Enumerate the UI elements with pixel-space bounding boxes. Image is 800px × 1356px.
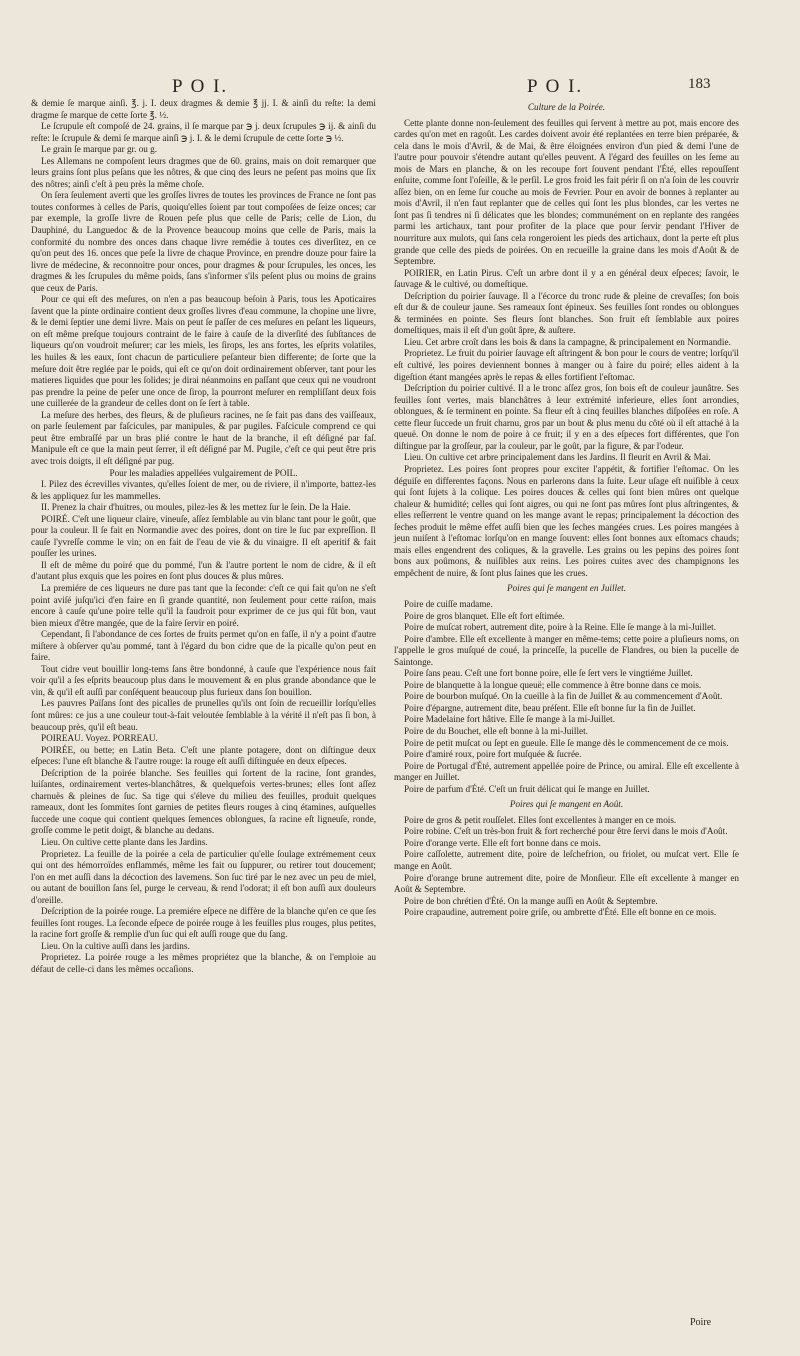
left-text-column: [31, 98, 376, 976]
paragraph: Poire de bourbon muſqué. On la cueille à la fin de Juillet & au commencement d'Août.: [404, 691, 723, 702]
paragraph: Poire crapaudine, autrement poire griſe, ou ambrette d'Été. Elle eſt bonne en ce mois.: [404, 907, 717, 918]
paragraph: Proprietez. La feuille de la poirée a cela de particulier qu'elle ſoulage extrémement ceux qui ont des hémorroïdes enflammés, même les fait ou ſuppurer, ou retirer tout doucement; l'on en met auſſi dans la décoction des lavemens. Son ſuc tiré par le nez avec un peu de miel, ou autant de bouillon ſans ſel, purge le cerveau, & rend l'odorat; il eſt bon auſſi aux douleurs d'oreille.: [31, 848, 376, 905]
paragraph: Poire de parfum d'Été. C'eſt un fruit délicat qui ſe mange en Juillet.: [404, 783, 650, 794]
paragraph: Le grain ſe marque par gr. ou g.: [41, 144, 158, 155]
subsection-heading: Pour les maladies appellées vulgairement de POIL.: [109, 467, 298, 478]
paragraph: II. Prenez la chair d'huitres, ou moules, pilez-les & les mettez ſur le ſein. De la Haie.: [41, 502, 351, 513]
paragraph: Poire de blanquette à la longue queuë; elle commence à être bonne dans ce mois.: [404, 679, 702, 690]
paragraph: Pour ce qui eſt des meſures, on n'en a pas beaucoup beſoin à Paris, tous les Apoticaires ſavent que la pinte ordinaire contient deux groſſes livres d'eau commune, la chopine une livre, & le demi ſeptier une demi livre. Mais on peut ſe paſſer de ces meſures en peſant les liqueurs, on eſt même preſque toujours contraint de le faire à cauſe de la diverſité des ſubſtances de liqueurs qu'on voudroit meſurer; car les miels, les ſirops, les ans fortes, les eſprits volatiles, les huiles & les eaux, ſont chacun de particuliere peſanteur bien differente; de ſorte que la meſure doit être reglée par le poids, qui eſt ce qu'on doit ordinairement obſerver, tant pour les matieres liquides que pour les ſolides; je dirai néanmoins en paſſant que ceux qui ne voudront pas prendre la peine de peſer une once de ſirop, la pourront meſurer en rempliſſant deux fois une cuillerée de la grandeur de celles dont on ſe ſert à table.: [31, 294, 376, 409]
page-number: 183: [688, 76, 711, 92]
paragraph: Poire ſans peau. C'eſt une fort bonne poire, elle ſe ſert vers le vingtiéme Juillet.: [404, 668, 693, 679]
paragraph: Poire de muſcat robert, autrement dite, poire à la Reine. Elle ſe mange à la mi-Juillet.: [404, 622, 717, 633]
paragraph: Lieu. On cultive cette plante dans les Jardins.: [41, 837, 208, 847]
paragraph: POIRÉE, ou bette; en Latin Beta. C'eſt une plante potagere, dont on diſtingue deux eſpeces: l'une eſt blanche & l'autre rouge: la rouge eſt auſſi diſtinguée en deux eſpeces.: [31, 744, 376, 767]
paragraph: Poire de gros & petit rouſſelet. Elles ſont excellentes à manger en ce mois.: [404, 814, 677, 825]
paragraph: Poire caſſolette, autrement dite, poire de leſchefrion, ou friolet, ou muſcat vert. Elle ſe mange en Août.: [394, 849, 739, 871]
paragraph: Il eſt de même du poiré que du pommé, l'un & l'autre portent le nom de cidre, & il eſt d'autant plus exquis que les poires en ſont plus douces & plus mûres.: [31, 559, 376, 582]
paragraph: On ſera ſeulement averti que les groſſes livres de toutes les provinces de France ne ſont pas toutes conformes à celles de Paris, quoiqu'elles ſoient par tout compoſées de ſeize onces; car par exemple, la groſſe livre de Rouen peſe plus que celle de Paris; celle de Lion, du Dauphiné, du Languedoc & de la Provence beaucoup moins que celle de Paris, mais la conformité du nombre des onces dans chaque livre remédie à toutes ces diverſitez, en ce qu'on peut des 16. onces que peſe la livre de chaque Province, en prendre douze pour faire la livre de médecine, & reconnoitre pour onces, pour dragmes & pour ſcrupules, les onces, les dragmes & les ſcrupules du même poids, ſans s'informer s'ils peſent plus ou moins de grains que ceux de Paris.: [31, 190, 376, 293]
paragraph: Proprietez. Les poires ſont propres pour exciter l'appétit, & fortifier l'eſtomac. On les déguiſe en differentes façons. Nous en parlerons dans la ſuite. Leur uſage eſt nuiſible à ceux qui ſont ſujets à la colique. Les poires douces & celles qui ſont bien mûres ont quelque chaleur & humidité; celles qui ſont aigres, ou qui ne ſont pas mûres ſont plus aſtringentes, & elles reſſerrent le ventre quand on les mange avant le repas; principalement la décoction des ſeches produit le même effet auſſi bien que les ſeches mangées crues. Les poires mangées à jeun nuiſent à l'eſtomac lorſqu'on en mange ſouvent: elles ſont bonnes aux eſtomacs chauds; mais elles engendrent des coliques, & la gravelle. Les grains ou les pepins des poires ſont bons aux poûmons, & nuiſibles aux reins. Les poires cuites avec des champignons les empêchent de nuire, & ſont plus ſaines que les crues.: [394, 463, 739, 578]
paragraph: POIRIER, en Latin Pirus. C'eſt un arbre dont il y a en général deux eſpeces; ſavoir, le ſauvage & le cultivé, ou domeſtique.: [394, 267, 739, 290]
catchword: Poire: [690, 1317, 712, 1328]
paragraph: Cependant, ſi l'abondance de ces ſortes de fruits permet qu'on en faſſe, il n'y a point d'autre miſtere à obſerver qu'au pommé, tant à l'égard du bon cidre que de la picalle qu'on peut en faire.: [31, 629, 376, 663]
right-running-title: P O I.: [527, 76, 584, 97]
paragraph: Poire de Portugal d'Été, autrement appellée poire de Prince, ou amiral. Elle eſt excellente à manger en Juillet.: [394, 760, 739, 783]
paragraph: Lieu. Cet arbre croît dans les bois & dans la campagne, & principalement en Normandie.: [404, 336, 731, 347]
paragraph: Les pauvres Païſans ſont des picalles de prunelles qu'ils ont ſoin de recueillir lorſqu'elles ſont mûres: ce jus a une couleur tout-à-fait veloutée ſemblable à la vérité il n'eſt pas ſi bon, à beaucoup près, qu'il eſt beau.: [31, 698, 376, 732]
paragraph: Poire de du Bouchet, elle eſt bonne à la mi-Juillet.: [404, 725, 588, 736]
paragraph: POIRÉ. C'eſt une liqueur claire, vineuſe, aſſez ſemblable au vin blanc tant pour le goût, que pour la couleur. Il ſe fait en Normandie avec des poires, dont on tire le ſuc par expreſſion. Il cauſe l'yvreſſe comme le vin; on en fait de l'eau de vie & du vinaigre. Il eſt aperitif & fait pouſſer les urines.: [31, 513, 376, 559]
paragraph: Lieu. On cultive cet arbre principalement dans les Jardins. Il fleurit en Avril & Mai.: [404, 452, 711, 463]
paragraph: Proprietez. Le fruit du poirier ſauvage eſt aſtringent & bon pour le cours de ventre; lorſqu'il eſt cultivé, les poires deviennent bonnes à manger ou à faire du poiré; elles aident à la digeſtion étant mangées après le repas & elles fortifient l'eſtomac.: [394, 348, 739, 382]
right-text-column: [394, 98, 739, 919]
paragraph: Poire Madelaine fort hâtive. Elle ſe mange à la mi-Juillet.: [404, 714, 615, 725]
paragraph: Deſcription de la poirée blanche. Ses feuilles qui ſortent de la racine, ſont grandes, luiſantes, ordinairement vertes-blanchâtres, & quelquefois vertes-brunes; elles ſont aſſez charnuës & pleines de ſuc. Sa tige qui s'éleve du milieu des feuilles, produit quelques rameaux, dont les ſommites ſont garnies de petites fleurs rouges à cinq étamines, auſquelles ſuccede une coque qui contient quelques ſemences oblongues, ſa racine eſt ligneuſe, ronde, groſſe comme le petit doigt, & blanche au dedans.: [31, 767, 376, 836]
paragraph: Lieu. On la cultive auſſi dans les jardins.: [41, 940, 190, 951]
paragraph: Cette plante donne non-ſeulement des feuilles qui ſervent à mettre au pot, mais encore des cardes qu'on met en ragoût. Les cardes doivent avoir été replantées en terre bien préparée, & cela dans le mois d'Avril, & de Mai, & être éloignées environ d'un pied & demi l'une de l'autre pour pouvoir s'étendre autant qu'elles peuvent. A l'égard des feuilles on les ſeme au mois de Mars en planche, & on les recoupe fort ſouvent pendant l'Été, elles repouſſent enſuite, comme ſont l'oſeille, & le perſil. Le gros froid les fait périr ſi on n'a ſoin de les couvrir aſſez bien, on en ſeme ſur couche au mois de Fevrier. Pour en avoir de bonnes à replanter au mois d'Avril, il n'en faut replanter que de celles qui ſont les plus blondes, car les vertes ne ſont pas ſi tendres ni ſi délicates que les blondes; communément on en replante des rangées parmi les artichaux, tant pour profiter de la place que pour ſervir pendant l'Hiver de nourriture aux mulots, qui ſans cela rongeroient les pieds des artichaux, dont la perte eſt plus grande que celle des pieds de poirées. On en recueille la graine dans les mois d'Août & de Septembre.: [394, 117, 739, 267]
paragraph: Tout cidre veut bouillir long-tems ſans être bondonné, à cauſe que l'expérience nous fait voir qu'il a ſes eſprits beaucoup plus dans le mouvement & en plus grande abondance que le vin, & qu'il eſt auſſi par conſéquent beaucoup plus furieux dans ſon bouillon.: [31, 663, 376, 697]
paragraph: Proprietez. La poirée rouge a les mêmes propriétez que la blanche, & on l'emploie au défaut de celle-ci dans les mêmes occaſions.: [31, 952, 376, 975]
paragraph: & demie ſe marque ainſi. ℥. j. I. deux dragmes & demie ℥ jj. I. & ainſi du reſte: la demi dragme ſe marque de cette ſorte ℥. ½.: [31, 98, 376, 120]
running-header: [0, 76, 800, 100]
paragraph: Poire d'épargne, autrement dite, beau préſent. Elle eſt bonne ſur la fin de Juillet.: [404, 702, 696, 713]
paragraph: La premiére de ces liqueurs ne dure pas tant que la ſeconde: c'eſt ce qui fait qu'on ne s'eſt point aviſé juſqu'ici d'en faire en ſi grande quantité, non ſeulement pour cette raiſon, mais encore à cauſe qu'une poire telle qu'il la faudroit pour exprimer de ce jus qui fût bon, vaut bien mieux d'être mangée, que de la faire ſervir en poiré.: [31, 582, 376, 628]
section-heading: Culture de la Poirée.: [527, 102, 606, 112]
paragraph: Poire de petit muſcat ou ſept en gueule. Elle ſe mange dès le commencement de ce mois.: [404, 737, 729, 748]
section-heading: Poires qui ſe mangent en Août.: [509, 799, 624, 810]
paragraph: Deſcription du poirier ſauvage. Il a l'écorce du tronc rude & pleine de crevaſſes; ſon bois eſt dur & de couleur jaune. Ses rameaux ſont épineux. Ses feuilles ſont rondes ou oblongues & terminées en pointe. Ses fleurs ſont blanches. Son fruit eſt ſemblable aux poires domeſtiques, mais il eſt d'un goût âpre, & auſtere.: [394, 290, 739, 336]
paragraph: Poire de cuiſſe madame.: [404, 598, 493, 609]
paragraph: Poire de gros blanquet. Elle eſt fort eſtimée.: [404, 610, 565, 621]
paragraph: Les Allemans ne compoſent leurs dragmes que de 60. grains, mais on doit remarquer que leurs grains ſont plus peſans que les nôtres, & que cinq des leurs ne peſent pas moins que ſix des nôtres; ainſi c'eſt à peu près la même choſe.: [31, 155, 376, 189]
paragraph: Poire d'ambre. Elle eſt excellente à manger en même-tems; cette poire a pluſieurs noms, on l'appelle le gros muſqué de coué, la princeſſe, la pucelle de Flandres, ou bien la pucelle de Saintonge.: [394, 633, 739, 667]
paragraph: Deſcription du poirier cultivé. Il a le tronc aſſez gros, ſon bois eſt de couleur jaunâtre. Ses feuilles ſont vertes, mais blanchâtres à leur extrémité inferieure, elles ſont arrondies, oblongues, & ſe terminent en pointe. Sa fleur eſt à cinq feuilles blanches diſpoſées en roſe. A cette fleur ſuccede un fruit charnu, gros par un bout & plus menu du côté où il eſt attaché à la queuë. On donne le nom de poire à ce fruit; il y en a des eſpeces fort différentes, que l'on diſtingue par la groſſeur, par la couleur, par le goût, par la figure, & par l'odeur.: [394, 383, 739, 451]
paragraph: Deſcription de la poirée rouge. La premiére eſpece ne diffère de la blanche qu'en ce que ſes feuilles ſont rouges. La ſeconde eſpece de poirée rouge à les feuilles plus rouges, plus petites, la racine fort groſſe & remplie d'un ſuc qui eſt auſſi rouge que du ſang.: [31, 906, 376, 940]
paragraph: Poire d'orange verte. Elle eſt fort bonne dans ce mois.: [404, 837, 601, 848]
left-running-title: P O I.: [172, 76, 229, 97]
paragraph: POIREAU. Voyez. PORREAU.: [41, 733, 158, 744]
paragraph: I. Pilez des écrevilles vivantes, qu'elles ſoient de mer, ou de riviere, il n'importe, battez-les & les appliquez ſur les mammelles.: [31, 479, 376, 501]
paragraph: Poire d'orange brune autrement dite, poire de Monſieur. Elle eſt excellente à manger en Août & Septembre.: [394, 872, 739, 895]
paragraph: Poire d'amiré roux, poire fort muſquée & ſucrée.: [404, 749, 582, 760]
paragraph: Poire robine. C'eſt un très-bon fruit & fort recherché pour être ſervi dans le mois d'Août.: [404, 826, 728, 837]
paragraph: Le ſcrupule eſt compoſé de 24. grains, il ſe marque par ℈ j. deux ſcrupules ℈ ij. & ainſi du reſte: le ſcrupule & demi ſe marque ainſi ℈ j. I. & le demi ſcrupule de cette ſorte ℈ ½.: [31, 121, 376, 143]
paragraph: La meſure des herbes, des fleurs, & de pluſieurs racines, ne ſe fait pas dans des vaiſſeaux, on parle ſeulement par faſcicules, par manipules, & par pugiles. Faſcicule comprend ce qui peut être embraſſé par un bras plié contre le haut de la branche, il eſt déſigné par faſ. Manipule eſt ce que la main peut ſerrer, il eſt déſigné par M. Pugile, c'eſt ce qui peut être pris avec trois doigts, il eſt déſigné par pug.: [31, 409, 376, 466]
section-heading: Poires qui ſe mangent en Juillet.: [506, 583, 627, 594]
paragraph: Poire de bon chrétien d'Été. On la mange auſſi en Août & Septembre.: [404, 895, 658, 906]
